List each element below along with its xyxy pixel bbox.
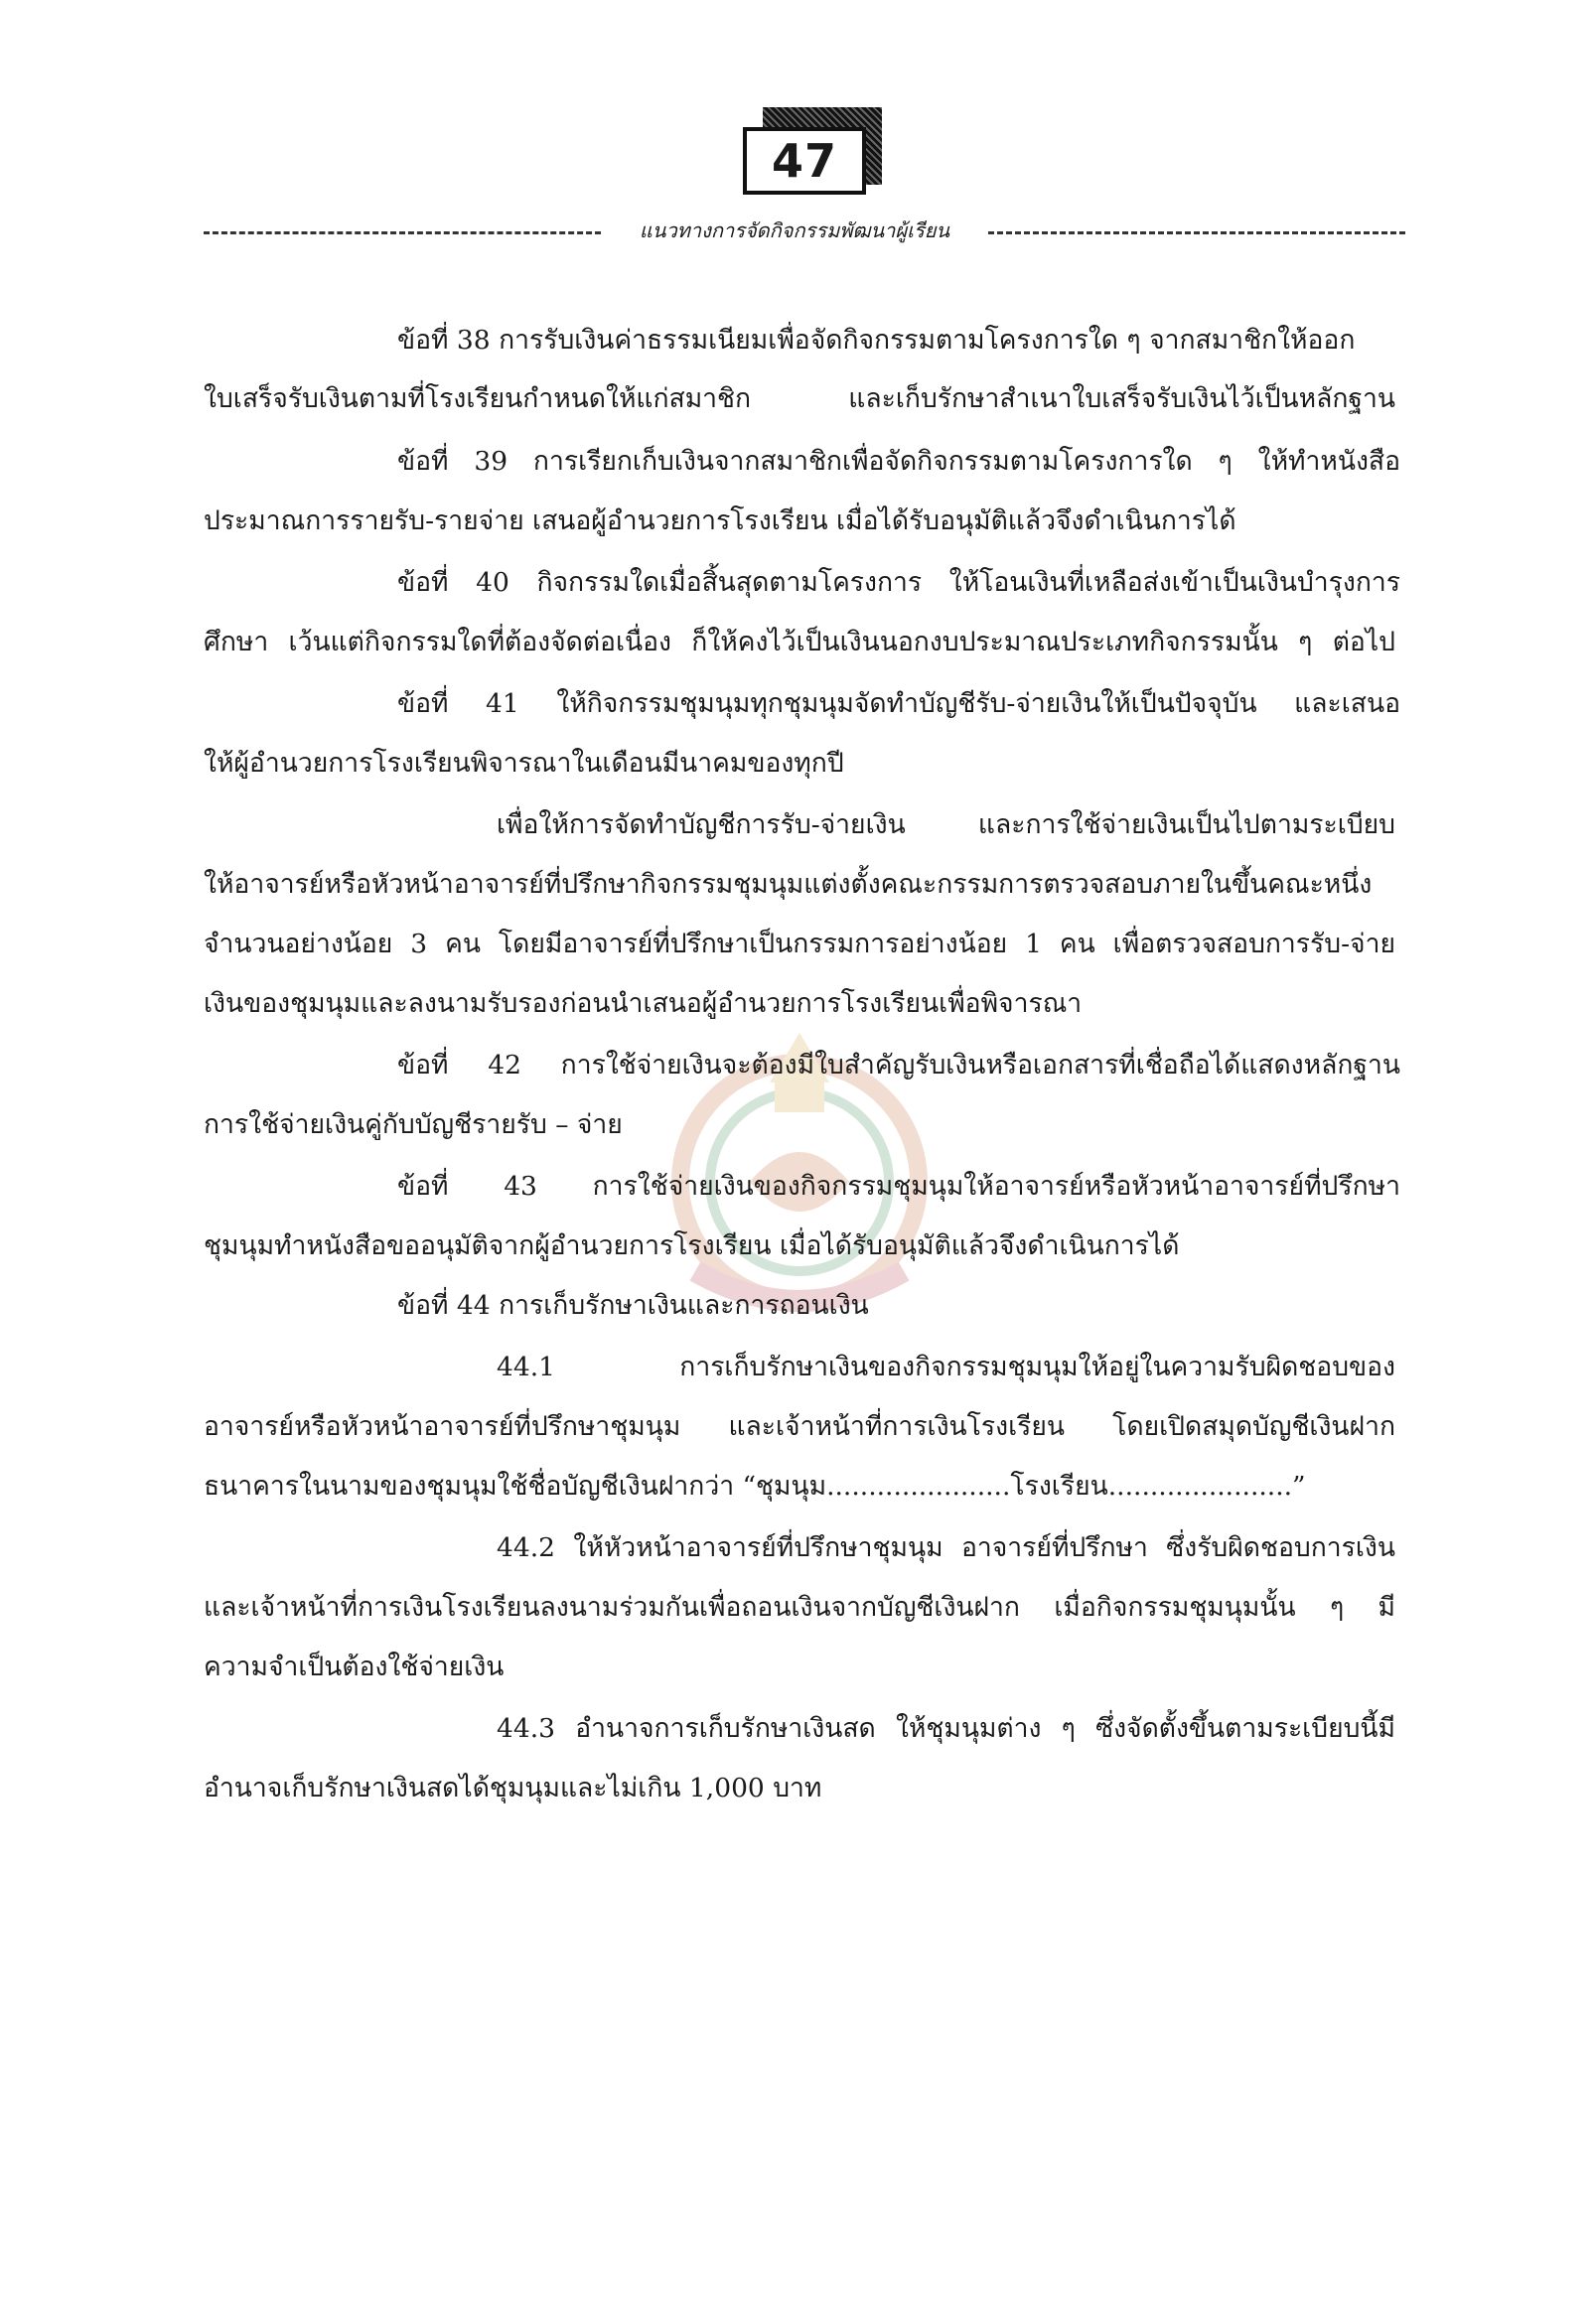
text-line: ข้อที่ 44 การเก็บรักษาเงินและการถอนเงิน bbox=[397, 1290, 869, 1321]
text-line: ความจำเป็นต้องใช้จ่ายเงิน bbox=[204, 1652, 505, 1682]
text-line: การใช้จ่ายเงินคู่กับบัญชีรายรับ – จ่าย bbox=[204, 1109, 623, 1140]
text-line: ให้อาจารย์หรือหัวหน้าอาจารย์ที่ปรึกษากิจกรรมชุมนุมแต่งตั้งคณะกรรมการตรวจสอบภายในขึ้นคณะหนึ่ง bbox=[204, 869, 1373, 900]
text-line: 44.2 ให้หัวหน้าอาจารย์ที่ปรึกษาชุมนุม อาจารย์ที่ปรึกษา ซึ่งรับผิดชอบการเงิน bbox=[497, 1532, 1395, 1563]
text-line: ชุมนุมทำหนังสือขออนุมัติจากผู้อำนวยการโรงเรียน เมื่อได้รับอนุมัติแล้วจึงดำเนินการได้ bbox=[204, 1230, 1180, 1261]
text-line: ใบเสร็จรับเงินตามที่โรงเรียนกำหนดให้แก่สมาชิก และเก็บรักษาสำเนาใบเสร็จรับเงินไว้เป็นหลักฐาน bbox=[204, 383, 1395, 414]
text-line: ข้อที่ 38 การรับเงินค่าธรรมเนียมเพื่อจัดกิจกรรมตามโครงการใด ๆ จากสมาชิกให้ออก bbox=[397, 325, 1356, 356]
text-line: และเจ้าหน้าที่การเงินโรงเรียนลงนามร่วมกันเพื่อถอนเงินจากบัญชีเงินฝาก เมื่อกิจกรรมชุมนุมนั้น ๆ มี bbox=[204, 1592, 1395, 1623]
text-line: ศึกษา เว้นแต่กิจกรรมใดที่ต้องจัดต่อเนื่อง ก็ให้คงไว้เป็นเงินนอกงบประมาณประเภทกิจกรรมนั้น ๆ ต่อไป bbox=[204, 627, 1395, 657]
text-line: เงินของชุมนุมและลงนามรับรองก่อนนำเสนอผู้อำนวยการโรงเรียนเพื่อพิจารณา bbox=[204, 988, 1083, 1019]
text-line: ข้อที่ 41 ให้กิจกรรมชุมนุมทุกชุมนุมจัดทำบัญชีรับ-จ่ายเงินให้เป็นปัจจุบัน และเสนอ bbox=[397, 688, 1400, 719]
page-number: 47 bbox=[743, 127, 866, 195]
text-line: 44.1 การเก็บรักษาเงินของกิจกรรมชุมนุมให้อยู่ในความรับผิดชอบของ bbox=[497, 1352, 1395, 1382]
text-line: อาจารย์หรือหัวหน้าอาจารย์ที่ปรึกษาชุมนุม และเจ้าหน้าที่การเงินโรงเรียน โดยเปิดสมุดบัญชีเงินฝาก bbox=[204, 1411, 1395, 1442]
header-rule-right bbox=[988, 231, 1405, 234]
text-line: อำนาจเก็บรักษาเงินสดได้ชุมนุมและไม่เกิน 1,000 บาท bbox=[204, 1773, 822, 1803]
text-line: 44.3 อำนาจการเก็บรักษาเงินสด ให้ชุมนุมต่าง ๆ ซึ่งจัดตั้งขึ้นตามระเบียบนี้มี bbox=[497, 1713, 1395, 1744]
text-line: ข้อที่ 43 การใช้จ่ายเงินของกิจกรรมชุมนุมให้อาจารย์หรือหัวหน้าอาจารย์ที่ปรึกษา bbox=[397, 1171, 1400, 1202]
text-line: ให้ผู้อำนวยการโรงเรียนพิจารณาในเดือนมีนาคมของทุกปี bbox=[204, 748, 844, 779]
text-line: ข้อที่ 42 การใช้จ่ายเงินจะต้องมีใบสำคัญรับเงินหรือเอกสารที่เชื่อถือได้แสดงหลักฐาน bbox=[397, 1050, 1400, 1080]
text-line: จำนวนอย่างน้อย 3 คน โดยมีอาจารย์ที่ปรึกษาเป็นกรรมการอย่างน้อย 1 คน เพื่อตรวจสอบการรับ-จ่าย bbox=[204, 929, 1395, 959]
running-title: แนวทางการจัดกิจกรรมพัฒนาผู้เรียน bbox=[639, 218, 950, 242]
header-rule-left bbox=[204, 231, 601, 234]
text-line: ข้อที่ 39 การเรียกเก็บเงินจากสมาชิกเพื่อจัดกิจกรรมตามโครงการใด ๆ ให้ทำหนังสือ bbox=[397, 446, 1400, 477]
text-line: เพื่อให้การจัดทำบัญชีการรับ-จ่ายเงิน และการใช้จ่ายเงินเป็นไปตามระเบียบ bbox=[497, 809, 1395, 840]
text-line: ประมาณการรายรับ-รายจ่าย เสนอผู้อำนวยการโรงเรียน เมื่อได้รับอนุมัติแล้วจึงดำเนินการได้ bbox=[204, 505, 1236, 536]
text-line: ข้อที่ 40 กิจกรรมใดเมื่อสิ้นสุดตามโครงการ ให้โอนเงินที่เหลือส่งเข้าเป็นเงินบำรุงการ bbox=[397, 567, 1400, 598]
text-line: ธนาคารในนามของชุมนุมใช้ชื่อบัญชีเงินฝากว่า “ชุมนุม......................โรงเรียน......................” bbox=[204, 1471, 1306, 1502]
